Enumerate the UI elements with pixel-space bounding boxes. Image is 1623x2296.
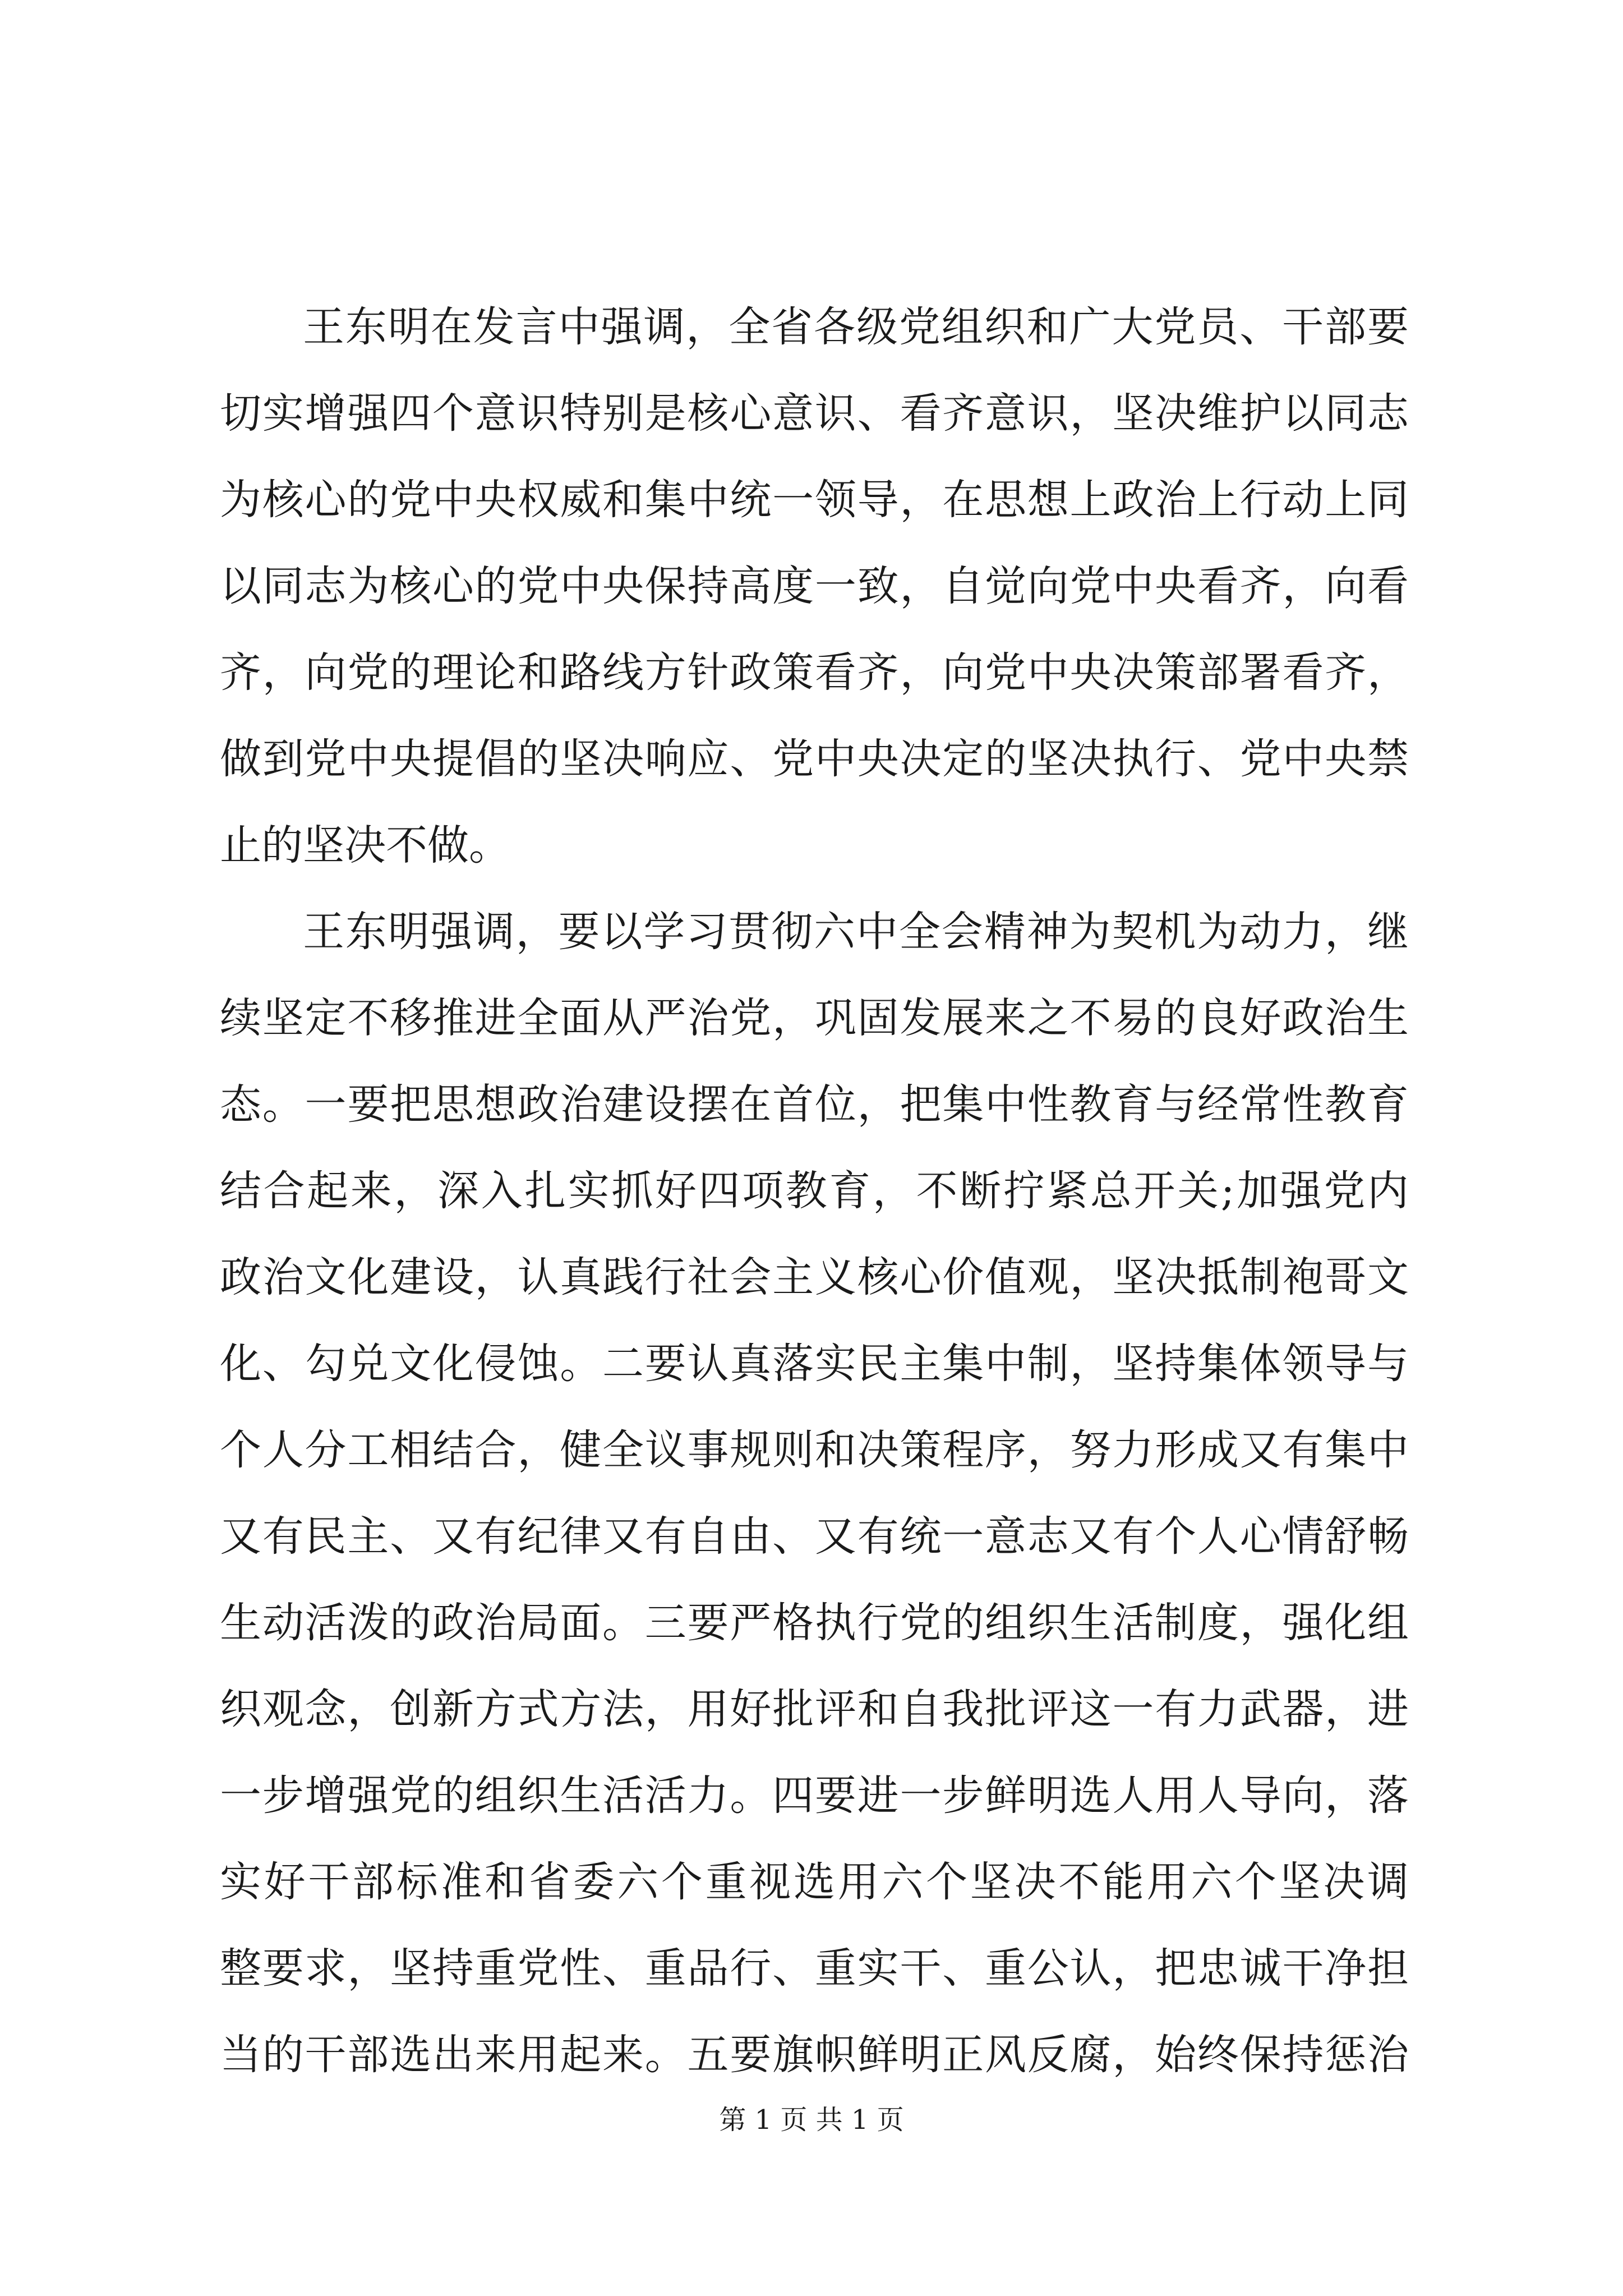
paragraph-2-line-7: 个人分工相结合，健全议事规则和决策程序，努力形成又有集中 xyxy=(220,1426,1409,1474)
paragraph-2-line-4: 结合起来，深入扎实抓好四项教育，不断拧紧总开关;加强党内 xyxy=(220,1167,1409,1215)
paragraph-2-line-8: 又有民主、又有纪律又有自由、又有统一意志又有个人心情舒畅 xyxy=(220,1512,1409,1561)
paragraph-2-line-9: 生动活泼的政治局面。三要严格执行党的组织生活制度，强化组 xyxy=(220,1599,1409,1647)
paragraph-2-line-5: 政治文化建设，认真践行社会主义核心价值观，坚决抵制袍哥文 xyxy=(220,1253,1409,1301)
paragraph-1-line-4: 以同志为核心的党中央保持高度一致，自觉向党中央看齐，向看 xyxy=(220,562,1409,610)
paragraph-2-line-6: 化、勾兑文化侵蚀。二要认真落实民主集中制，坚持集体领导与 xyxy=(220,1340,1409,1388)
paragraph-1-line-2: 切实增强四个意识特别是核心意识、看齐意识，坚决维护以同志 xyxy=(220,389,1409,438)
paragraph-2-line-14: 当的干部选出来用起来。五要旗帜鲜明正风反腐，始终保持惩治 xyxy=(220,2031,1409,2079)
paragraph-2-line-13: 整要求，坚持重党性、重品行、重实干、重公认，把忠诚干净担 xyxy=(220,1944,1409,1993)
paragraph-1-line-3: 为核心的党中央权威和集中统一领导，在思想上政治上行动上同 xyxy=(220,476,1409,524)
paragraph-1-line-7: 止的坚决不做。 xyxy=(220,821,510,869)
paragraph-1-line-1: 王东明在发言中强调，全省各级党组织和广大党员、干部要 xyxy=(303,303,1409,351)
paragraph-2-line-3: 态。一要把思想政治建设摆在首位，把集中性教育与经常性教育 xyxy=(220,1080,1409,1129)
paragraph-2-line-1: 王东明强调，要以学习贯彻六中全会精神为契机为动力，继 xyxy=(303,908,1409,956)
paragraph-2-line-11: 一步增强党的组织生活活力。四要进一步鲜明选人用人导向，落 xyxy=(220,1772,1409,1820)
paragraph-2-line-12: 实好干部标准和省委六个重视选用六个坚决不能用六个坚决调 xyxy=(220,1858,1409,1906)
paragraph-2-line-10: 织观念，创新方式方法，用好批评和自我批评这一有力武器，进 xyxy=(220,1685,1409,1733)
paragraph-1-line-5: 齐，向党的理论和路线方针政策看齐，向党中央决策部署看齐， xyxy=(220,648,1409,697)
page-footer: 第 1 页 共 1 页 xyxy=(719,2104,904,2136)
paragraph-1-line-6: 做到党中央提倡的坚决响应、党中央决定的坚决执行、党中央禁 xyxy=(220,735,1409,783)
paragraph-2-line-2: 续坚定不移推进全面从严治党，巩固发展来之不易的良好政治生 xyxy=(220,994,1409,1042)
